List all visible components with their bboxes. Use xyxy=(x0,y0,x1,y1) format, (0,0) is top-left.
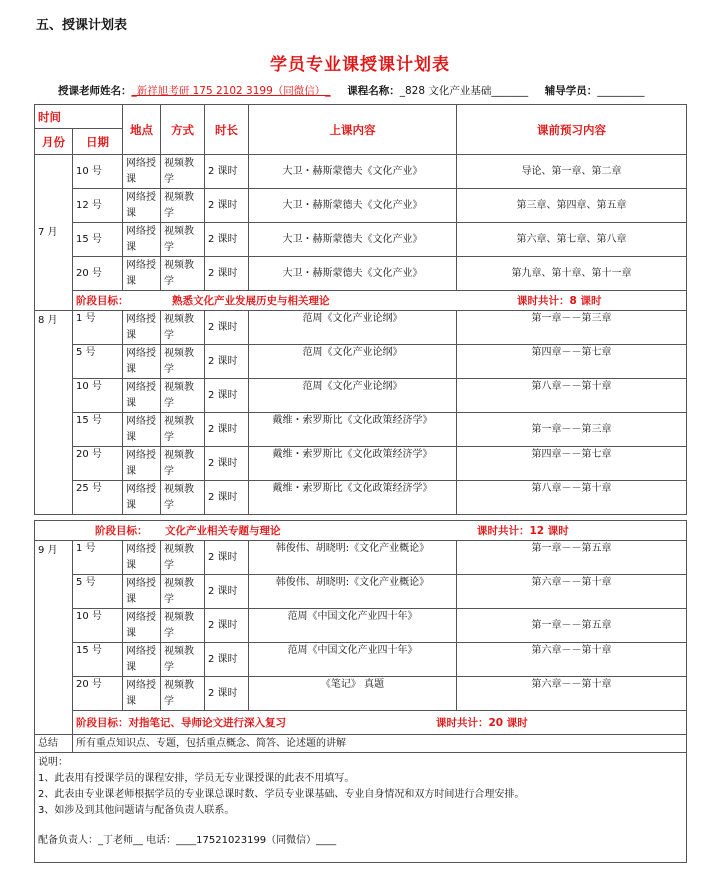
method-cell: 视频教学 xyxy=(161,257,205,291)
preview-cell: 第一章－－第五章 xyxy=(457,541,687,575)
content-cell: 《笔记》 真题 xyxy=(249,677,457,711)
notes-title: 说明： xyxy=(38,757,68,768)
content-cell: 大卫・赫斯蒙德夫《文化产业》 xyxy=(249,155,457,189)
preview-cell: 第六章、第七章、第八章 xyxy=(457,223,687,257)
date-cell: 10 号 xyxy=(73,155,123,189)
schedule-table xyxy=(34,104,687,863)
stage-goal-august xyxy=(35,521,687,541)
stage-goal-hours: 课时共计：8 课时 xyxy=(517,294,602,307)
date-cell: 1 号 xyxy=(73,541,123,575)
contact-line: 配备负责人：_丁老师__ 电话：____17521023199（同微信）____ xyxy=(38,835,337,846)
note-item: 3、如涉及到其他问题请与配备负责人联系。 xyxy=(38,805,235,816)
content-cell: 大卫・赫斯蒙德夫《文化产业》 xyxy=(249,257,457,291)
duration-cell: 2 课时 xyxy=(205,413,249,447)
student-label: 辅导学员： xyxy=(544,85,598,97)
date-cell: 15 号 xyxy=(73,643,123,677)
section-heading: 五、授课计划表 xyxy=(36,18,128,33)
month-cell-september: 9 月 xyxy=(35,541,73,735)
duration-cell: 2 课时 xyxy=(205,345,249,379)
method-cell: 视频教学 xyxy=(161,155,205,189)
content-cell: 韩俊伟、胡晓明:《文化产业概论》 xyxy=(249,541,457,575)
date-header: 日期 xyxy=(73,129,123,155)
method-cell: 视频教学 xyxy=(161,189,205,223)
date-cell: 5 号 xyxy=(73,575,123,609)
content-cell: 范周《中国文化产业四十年》 xyxy=(249,609,457,643)
preview-cell: 第一章－－第五章 xyxy=(457,609,687,643)
teacher-label: 授课老师姓名： xyxy=(58,85,132,97)
duration-cell: 2 课时 xyxy=(205,379,249,413)
date-cell: 1 号 xyxy=(73,311,123,345)
method-cell: 视频教学 xyxy=(161,643,205,677)
date-cell: 20 号 xyxy=(73,447,123,481)
place-cell: 网络授课 xyxy=(123,447,161,481)
duration-cell: 2 课时 xyxy=(205,223,249,257)
preview-cell: 第六章－－第十章 xyxy=(457,643,687,677)
preview-cell: 导论、第一章、第二章 xyxy=(457,155,687,189)
content-cell: 戴维・索罗斯比《文化政策经济学》 xyxy=(249,447,457,481)
date-cell: 25 号 xyxy=(73,481,123,515)
stage-goal-label: 阶段目标： xyxy=(76,294,129,307)
note-item: 1、此表用有授课学员的课程安排，学员无专业课授课的此表不用填写。 xyxy=(38,773,355,784)
method-cell: 视频教学 xyxy=(161,677,205,711)
date-cell: 20 号 xyxy=(73,677,123,711)
page-title: 学员专业课授课计划表 xyxy=(270,55,450,75)
duration-cell: 2 课时 xyxy=(205,643,249,677)
preview-cell: 第八章－－第十章 xyxy=(457,379,687,413)
place-cell: 网络授课 xyxy=(123,643,161,677)
place-cell: 网络授课 xyxy=(123,575,161,609)
method-cell: 视频教学 xyxy=(161,223,205,257)
month-header: 月份 xyxy=(35,129,73,155)
place-cell: 网络授课 xyxy=(123,223,161,257)
place-cell: 网络授课 xyxy=(123,609,161,643)
content-cell: 大卫・赫斯蒙德夫《文化产业》 xyxy=(249,189,457,223)
preview-header: 课前预习内容 xyxy=(457,105,687,155)
content-cell: 范周《文化产业论纲》 xyxy=(249,345,457,379)
method-cell: 视频教学 xyxy=(161,541,205,575)
place-cell: 网络授课 xyxy=(123,345,161,379)
duration-cell: 2 课时 xyxy=(205,481,249,515)
stage-goal-label: 阶段目标： xyxy=(76,716,129,729)
stage-goal-september xyxy=(73,711,687,735)
content-cell: 范周《文化产业论纲》 xyxy=(249,379,457,413)
stage-goal-text: 对指笔记、导师论文进行深入复习 xyxy=(128,716,286,729)
preview-cell: 第三章、第四章、第五章 xyxy=(457,189,687,223)
place-cell: 网络授课 xyxy=(123,257,161,291)
date-cell: 20 号 xyxy=(73,257,123,291)
course-value: _828 文化产业基础_______ xyxy=(399,85,529,97)
place-cell: 网络授课 xyxy=(123,379,161,413)
stage-goal-hours: 课时共计：20 课时 xyxy=(436,716,528,729)
preview-cell: 第四章－－第七章 xyxy=(457,447,687,481)
content-cell: 戴维・索罗斯比《文化政策经济学》 xyxy=(249,481,457,515)
preview-cell: 第八章－－第十章 xyxy=(457,481,687,515)
preview-cell: 第九章、第十章、第十一章 xyxy=(457,257,687,291)
stage-goal-text: 熟悉文化产业发展历史与相关理论 xyxy=(172,294,330,307)
duration-cell: 2 课时 xyxy=(205,575,249,609)
content-header: 上课内容 xyxy=(249,105,457,155)
place-header: 地点 xyxy=(123,105,161,155)
place-cell: 网络授课 xyxy=(123,189,161,223)
method-cell: 视频教学 xyxy=(161,575,205,609)
duration-cell: 2 课时 xyxy=(205,155,249,189)
place-cell: 网络授课 xyxy=(123,481,161,515)
method-header: 方式 xyxy=(161,105,205,155)
method-cell: 视频教学 xyxy=(161,413,205,447)
place-cell: 网络授课 xyxy=(123,311,161,345)
method-cell: 视频教学 xyxy=(161,481,205,515)
date-cell: 10 号 xyxy=(73,609,123,643)
stage-goal-july xyxy=(73,291,687,311)
preview-cell: 第一章－－第三章 xyxy=(457,311,687,345)
date-cell: 5 号 xyxy=(73,345,123,379)
method-cell: 视频教学 xyxy=(161,609,205,643)
notes-block xyxy=(35,753,687,863)
date-cell: 15 号 xyxy=(73,413,123,447)
course-label: 课程名称： xyxy=(347,85,400,97)
stage-goal-hours: 课时共计：12 课时 xyxy=(477,524,569,537)
duration-cell: 2 课时 xyxy=(205,541,249,575)
place-cell: 网络授课 xyxy=(123,541,161,575)
stage-goal-combined xyxy=(76,715,436,731)
content-cell: 大卫・赫斯蒙德夫《文化产业》 xyxy=(249,223,457,257)
time-header: 时间 xyxy=(35,105,123,129)
date-cell: 12 号 xyxy=(73,189,123,223)
content-cell: 戴维・索罗斯比《文化政策经济学》 xyxy=(249,413,457,447)
method-cell: 视频教学 xyxy=(161,311,205,345)
info-line xyxy=(58,83,645,98)
date-cell: 10 号 xyxy=(73,379,123,413)
preview-cell: 第六章－－第十章 xyxy=(457,677,687,711)
duration-cell: 2 课时 xyxy=(205,257,249,291)
place-cell: 网络授课 xyxy=(123,413,161,447)
date-cell: 15 号 xyxy=(73,223,123,257)
content-cell: 韩俊伟、胡晓明:《文化产业概论》 xyxy=(249,575,457,609)
content-cell: 范周《中国文化产业四十年》 xyxy=(249,643,457,677)
duration-cell: 2 课时 xyxy=(205,447,249,481)
content-cell: 范周《文化产业论纲》 xyxy=(249,311,457,345)
preview-cell: 第一章－－第三章 xyxy=(457,413,687,447)
stage-goal-label: 阶段目标： xyxy=(95,524,148,537)
student-value: _________ xyxy=(597,85,645,97)
preview-cell: 第六章－－第十章 xyxy=(457,575,687,609)
duration-header: 时长 xyxy=(205,105,249,155)
stage-goal-text: 文化产业相关专题与理论 xyxy=(165,524,281,537)
duration-cell: 2 课时 xyxy=(205,189,249,223)
preview-cell: 第四章－－第七章 xyxy=(457,345,687,379)
summary-label: 总结 xyxy=(35,735,73,753)
duration-cell: 2 课时 xyxy=(205,311,249,345)
duration-cell: 2 课时 xyxy=(205,677,249,711)
note-item: 2、此表由专业课老师根据学员的专业课总课时数、学员专业课基础、专业自身情况和双方时间进行合理安排。 xyxy=(38,789,525,800)
summary-text: 所有重点知识点、专题，包括重点概念、简答、论述题的讲解 xyxy=(73,735,687,753)
teacher-value: _新祥旭考研 175 2102 3199（同微信）_ xyxy=(131,85,331,97)
method-cell: 视频教学 xyxy=(161,345,205,379)
place-cell: 网络授课 xyxy=(123,677,161,711)
place-cell: 网络授课 xyxy=(123,155,161,189)
method-cell: 视频教学 xyxy=(161,379,205,413)
method-cell: 视频教学 xyxy=(161,447,205,481)
month-cell-july: 7 月 xyxy=(35,155,73,311)
duration-cell: 2 课时 xyxy=(205,609,249,643)
month-cell-august: 8 月 xyxy=(35,311,73,515)
